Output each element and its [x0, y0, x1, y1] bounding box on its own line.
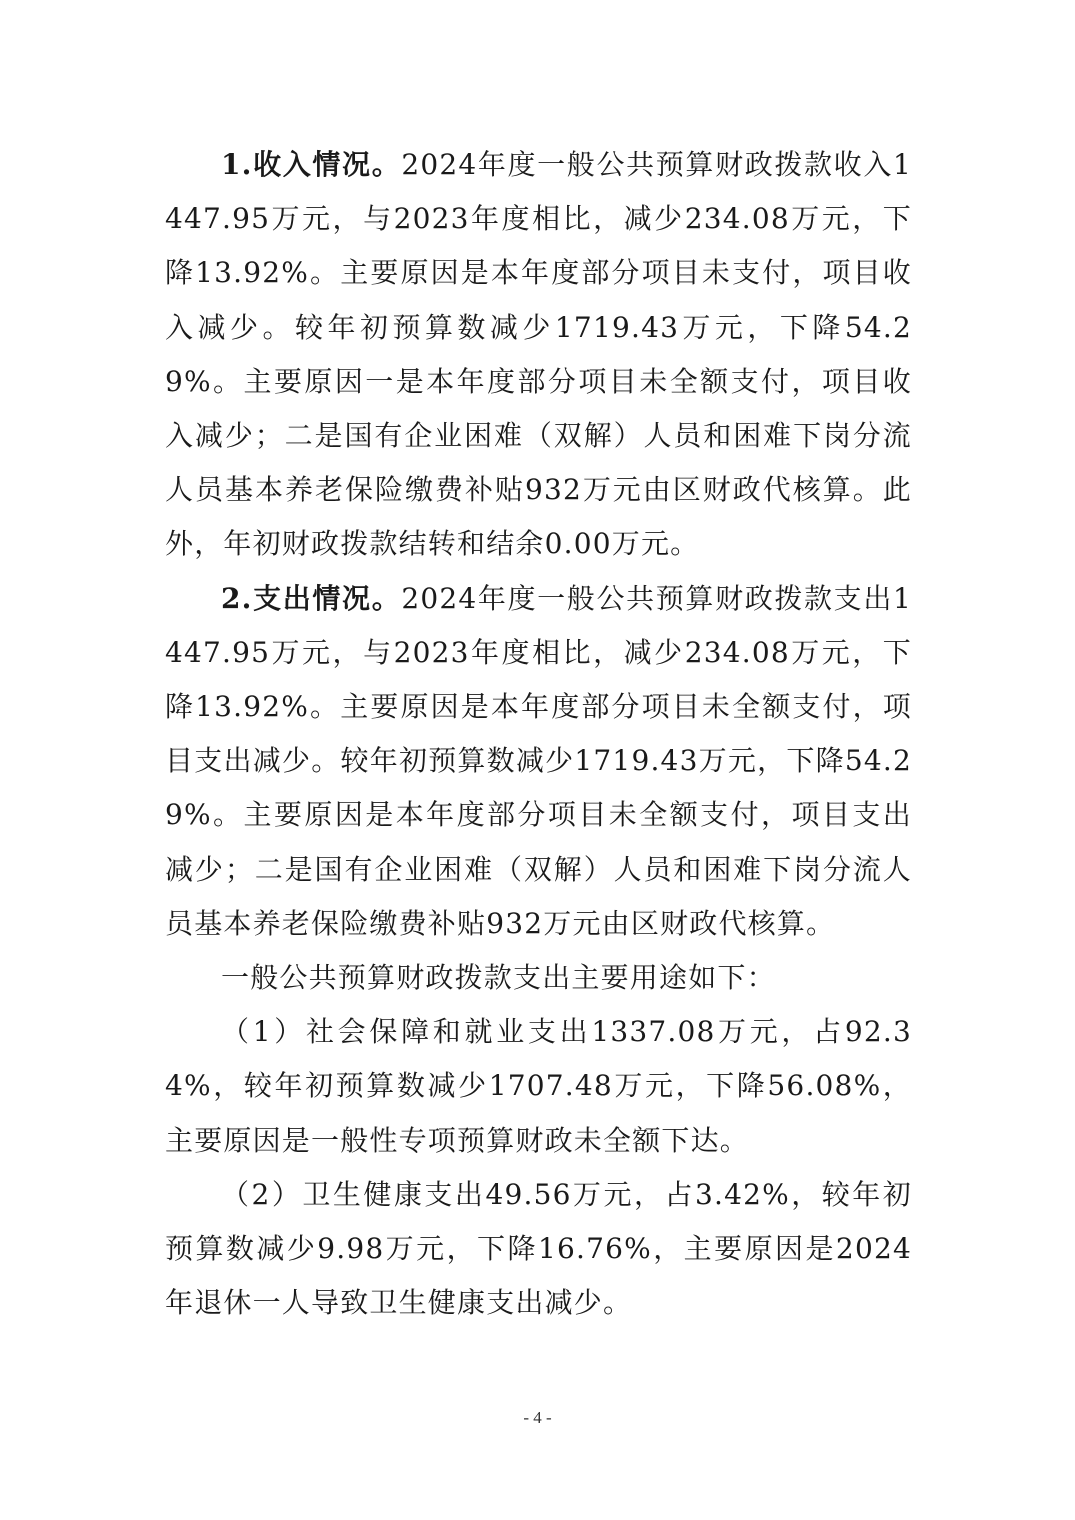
expenditure-section-text: 2024年度一般公共预算财政拨款支出1447.95万元，与2023年度相比，减少234.08万元，下降13.92%。主要原因是本年度部分项目未全额支付，项目支出减少。较年初预算数减少1719.43万元，下降54.29%。主要原因是本年度部分项目未全额支付，项目支出减少；二是国有企业困难（双解）人员和困难下岗分流人员基本养老保险缴费补贴932万元由区财政代核算。 [165, 581, 912, 940]
income-section-paragraph [165, 138, 912, 572]
expenditure-section-heading: 2.支出情况。 [221, 581, 402, 615]
use-item-health: （2）卫生健康支出49.56万元，占3.42%，较年初预算数减少9.98万元，下降16.76%，主要原因是2024年退休一人导致卫生健康支出减少。 [165, 1177, 912, 1320]
income-section-text: 2024年度一般公共预算财政拨款收入1447.95万元，与2023年度相比，减少234.08万元，下降13.92%。主要原因是本年度部分项目未支付，项目收入减少。较年初预算数减少1719.43万元，下降54.29%。主要原因一是本年度部分项目未全额支付，项目收入减少；二是国有企业困难（双解）人员和困难下岗分流人员基本养老保险缴费补贴932万元由区财政代核算。此外，年初财政拨款结转和结余0.00万元。 [165, 148, 912, 561]
expenditure-section-paragraph [165, 572, 912, 951]
use-item-social-security: （1）社会保障和就业支出1337.08万元，占92.34%，较年初预算数减少1707.48万元，下降56.08%，主要原因是一般性专项预算财政未全额下达。 [165, 1015, 912, 1157]
document-body [165, 138, 912, 1330]
income-section-heading: 1.收入情况。 [221, 148, 402, 181]
uses-intro-paragraph: 一般公共预算财政拨款支出主要用途如下： [221, 961, 776, 995]
page-number: - 4 - [523, 1408, 552, 1427]
